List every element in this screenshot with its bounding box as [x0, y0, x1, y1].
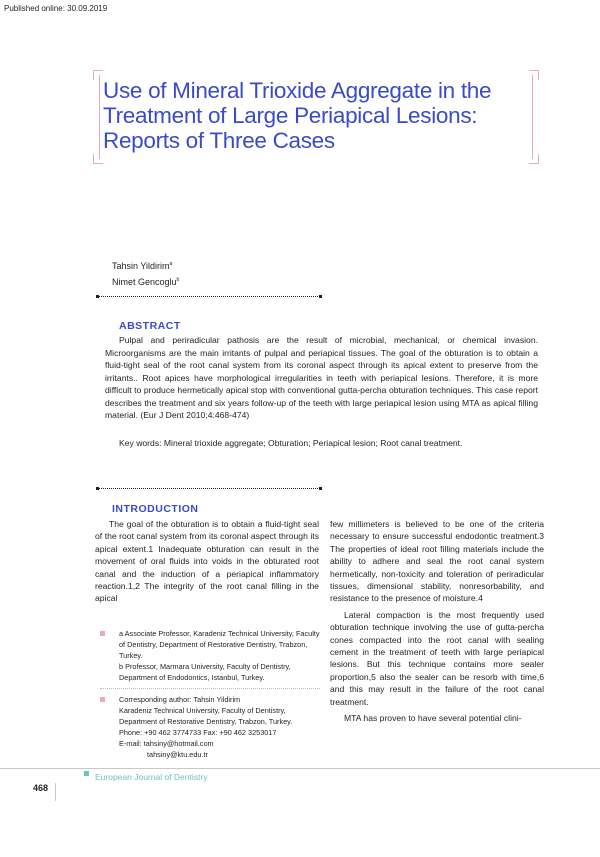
- intro-paragraph-1: The goal of the obturation is to obtain a fluid-tight seal of the root canal system from its coronal aspect through its apical extent.1 Inadequate obturation can result in the movement of oral fluids into voids in the obturated root canal and the induction of a periapical inflammatory reaction.1,2 The integrity of the root canal filling in the apical: [95, 519, 319, 604]
- affiliation-a: a Associate Professor, Karadeniz Technical University, Faculty of Dentistry, Department of Restorative Dentistry, Trabzon, Turkey.: [119, 629, 320, 660]
- affiliations: [100, 628, 320, 683]
- intro-column-right: [330, 518, 544, 725]
- title-frame: [93, 70, 539, 164]
- published-date: Published online: 30.09.2019: [4, 4, 108, 13]
- intro-paragraph-3: Lateral compaction is the most frequently used obturation technique involving the use of gutta-percha cones compacted into the root canal with sealing cement in the treatment of teeth with large periapical lesions. But this technique contains more sealer proportion,5 also the sealer can be resorb with time,6 and this may result in the failure of the root canal treatment.: [330, 609, 544, 707]
- author-1: Tahsin Yildirim$^a$: [112, 261, 173, 271]
- intro-paragraph-2: few millimeters is believed to be one of the criteria necessary to ensure successful endodontic treatment.3 The properties of ideal root filling materials include the ability to adhere and seal the root canal system hermetically, non-toxicity and toleration of periradicular tissues, dimensional stability, nonresorbability, and resistance to the presence of moisture.4: [330, 519, 544, 604]
- abstract-section: [105, 320, 538, 448]
- divider-authors: [98, 296, 320, 297]
- footer-rule: [0, 768, 600, 769]
- abstract-heading: ABSTRACT: [119, 320, 181, 332]
- footnotes: [100, 628, 320, 760]
- corresponding-author: Corresponding author: Tahsin Yildirim Karadeniz Technical University, Faculty of Dentistry, Department of Restorative Dentistry, Trabzon, Turkey. Phone: +90 462 3774733 Fax: +90 462 3253017 E-mail: tahsiny@hotmail.com tahsiny@ktu.edu.tr: [100, 694, 320, 760]
- affiliation-b: b Professor, Marmara University, Faculty of Dentistry, Department of Endodontics, Istanbul, Turkey.: [119, 662, 291, 682]
- footnote-bullet-icon: [100, 631, 105, 636]
- footnote-bullet-icon: [100, 697, 105, 702]
- footer-mark-icon: [84, 771, 89, 776]
- intro-column-left: [95, 518, 319, 605]
- divider-abstract: [98, 488, 320, 489]
- abstract-text: Pulpal and periradicular pathosis are the result of microbial, mechanical, or chemical invasion. Microorganisms are the main irritants of pulpal and periapical tissues. The goal of the obturation is to obtain a fluid-tight seal of the root canal system from its coronal aspect through its apical extent to preserve from the irritants.. Root apices have morphological irregularities in teeth with periapical lesions. Therefore, it is more difficult to produce hermetically apical stop with conventional gutta-percha obturation techniques. This case report describes the treatment and six years follow-up of the teeth with large periapical lesion using MTA as apical filling material. (Eur J Dent 2010;4:468-474): [105, 335, 538, 420]
- article-title: Use of Mineral Trioxide Aggregate in the Treatment of Large Periapical Lesions: Reports of Three Cases: [103, 78, 492, 153]
- author-2: Nimet Gencoglu$^b$: [112, 277, 180, 287]
- journal-name: European Journal of Dentistry: [95, 772, 208, 782]
- intro-paragraph-4: MTA has proven to have several potential clini-: [344, 713, 522, 724]
- introduction-heading: INTRODUCTION: [112, 503, 199, 515]
- page-number: 468: [33, 783, 49, 793]
- author-list: [112, 257, 179, 289]
- keywords: Key words: Mineral trioxide aggregate; Obturation; Periapical lesion; Root canal treatment.: [119, 437, 463, 448]
